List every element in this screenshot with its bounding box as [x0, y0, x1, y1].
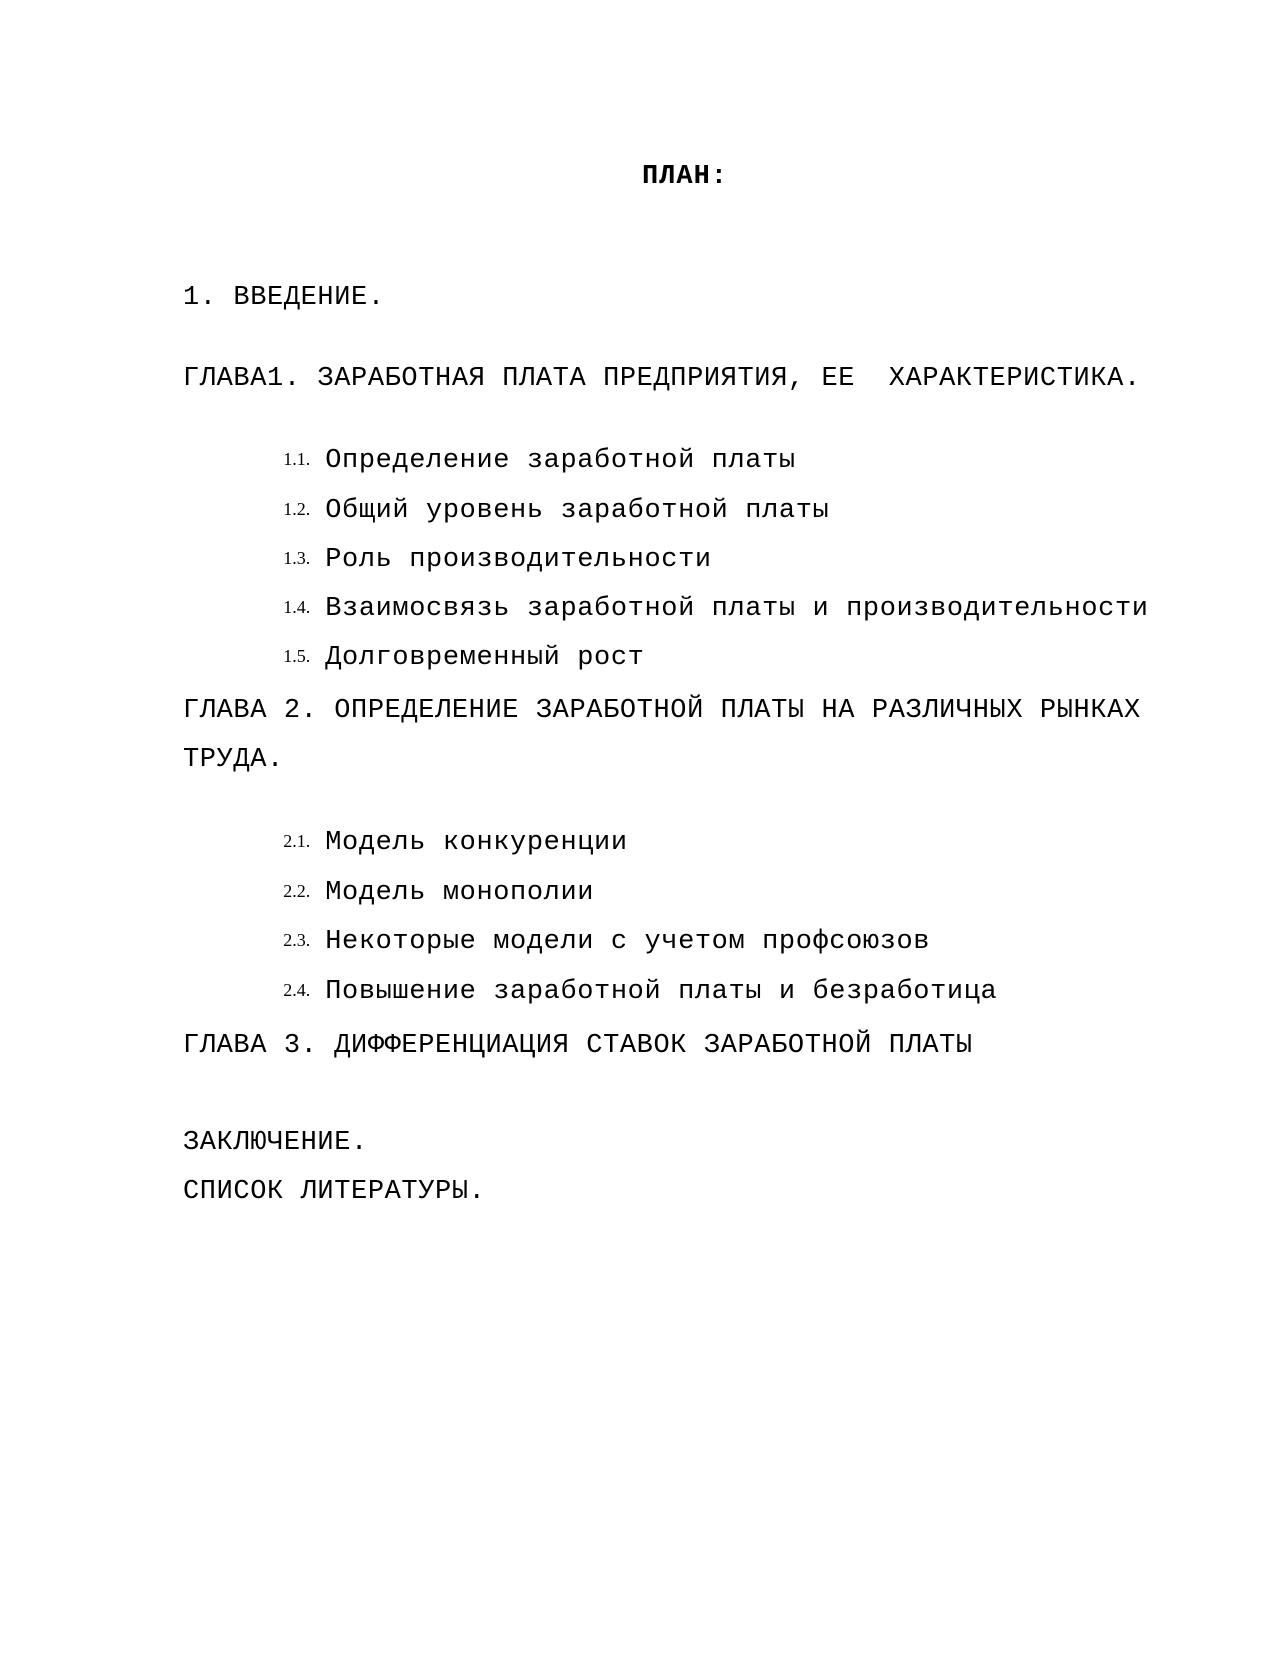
- item-number: 1.2.: [283, 499, 311, 519]
- item-text: Определение заработной платы: [325, 446, 796, 476]
- chapter2-item: [216, 942, 997, 1040]
- item-number: 2.3.: [283, 930, 311, 950]
- page-title: ПЛАН:: [641, 162, 728, 192]
- chapter2-heading: ГЛАВА 2. ОПРЕДЕЛЕНИЕ ЗАРАБОТНОЙ ПЛАТЫ НА РАЗЛИЧНЫХ РЫНКАХ: [183, 696, 1141, 726]
- chapter1-heading: ГЛАВА1. ЗАРАБОТНАЯ ПЛАТА ПРЕДПРИЯТИЯ, ЕЕ ХАРАКТЕРИСТИКА.: [183, 364, 1141, 394]
- item-text: Модель монополии: [325, 878, 595, 908]
- item-text: Роль производительности: [325, 545, 712, 575]
- intro-heading: 1. ВВЕДЕНИЕ.: [183, 283, 385, 313]
- item-number: 1.3.: [283, 548, 311, 568]
- item-text: Некоторые модели с учетом профсоюзов: [325, 927, 931, 957]
- item-number: 1.4.: [283, 597, 311, 617]
- references-heading: СПИСОК ЛИТЕРАТУРЫ.: [183, 1177, 486, 1207]
- conclusion-heading: ЗАКЛЮЧЕНИЕ.: [183, 1128, 368, 1158]
- item-number: 2.1.: [283, 831, 311, 851]
- item-number: 1.5.: [283, 646, 311, 666]
- item-text: Повышение заработной платы и безработица: [325, 977, 998, 1007]
- item-text: Модель конкуренции: [325, 828, 628, 858]
- item-number: 1.1.: [283, 449, 311, 469]
- chapter3-heading: ГЛАВА 3. ДИФФЕРЕНЦИАЦИЯ СТАВОК ЗАРАБОТНОЙ ПЛАТЫ: [183, 1031, 973, 1061]
- chapter1-item: [216, 608, 644, 706]
- item-text: Взаимосвязь заработной платы и производительности: [325, 594, 1149, 624]
- item-text: Долговременный рост: [325, 643, 645, 673]
- item-number: 2.2.: [283, 881, 311, 901]
- chapter2-heading-continued: ТРУДА.: [183, 745, 284, 775]
- item-number: 2.4.: [283, 980, 311, 1000]
- item-text: Общий уровень заработной платы: [325, 496, 830, 526]
